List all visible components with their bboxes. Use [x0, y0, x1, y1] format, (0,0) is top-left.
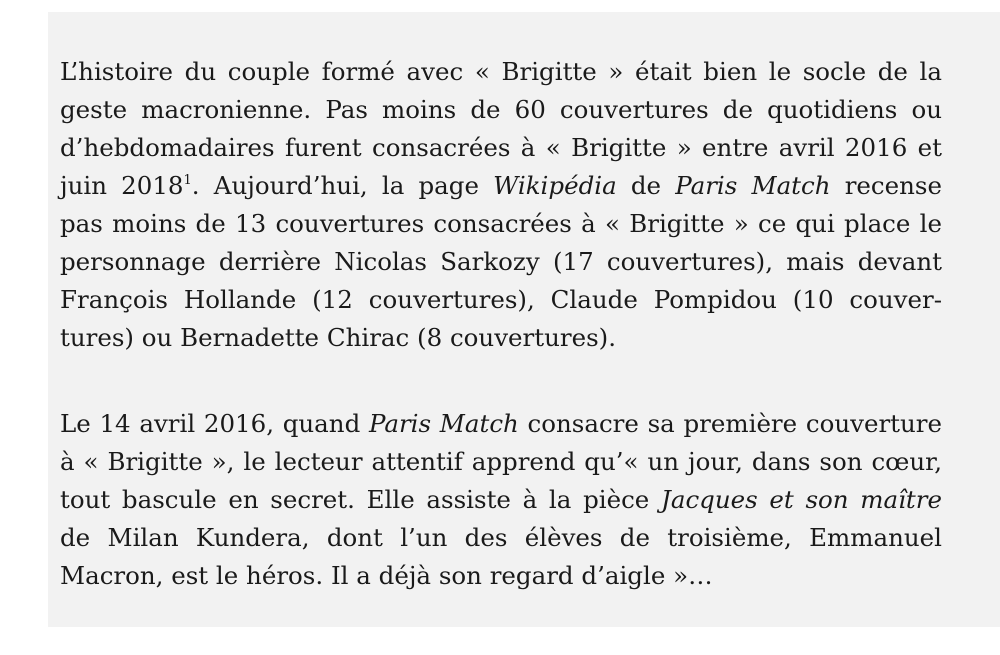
text-line: tures) ou Bernadette Chirac (8 couvertures).	[60, 323, 617, 352]
text-line: pas moins de 13 couvertures consacrées à « Brigitte » ce qui place le	[60, 209, 942, 238]
paragraph-2	[60, 405, 942, 595]
text-line: François Hollande (12 couvertures), Claude Pompidou (10 couver-	[60, 285, 942, 314]
italic-title: Wikipédia	[493, 171, 617, 200]
footnote-marker: 1	[183, 173, 192, 188]
text-line: Macron, est le héros. Il a déjà son regard d’aigle »…	[60, 561, 713, 590]
text-run: juin 2018	[60, 171, 184, 200]
paragraph-1	[60, 53, 942, 357]
italic-title: Paris Match	[675, 171, 831, 200]
text-line: d’hebdomadaires furent consacrées à « Brigitte » entre avril 2016 et	[60, 133, 942, 162]
italic-title: Jacques et son maître	[661, 485, 942, 514]
text-run: . Aujourd’hui, la page	[191, 171, 494, 200]
text-line: personnage derrière Nicolas Sarkozy (17 couvertures), mais devant	[60, 247, 942, 276]
text-run: de	[616, 171, 676, 200]
italic-title: Paris Match	[368, 409, 519, 438]
text-line: de Milan Kundera, dont l’un des élèves de troisième, Emmanuel	[60, 523, 942, 552]
text-run: Le 14 avril 2016, quand	[60, 409, 369, 438]
text-line: à « Brigitte », le lecteur attentif apprend qu’« un jour, dans son cœur,	[60, 447, 942, 476]
text-line: L’histoire du couple formé avec « Brigitte » était bien le socle de la	[60, 57, 942, 86]
text-run: recense	[830, 171, 942, 200]
text-line	[60, 405, 942, 443]
text-run: tout bascule en secret. Elle assiste à la pièce	[60, 485, 662, 514]
text-line: geste macronienne. Pas moins de 60 couvertures de quotidiens ou	[60, 95, 942, 124]
text-run: consacre sa première couverture	[518, 409, 942, 438]
text-line	[60, 481, 942, 519]
text-line	[60, 167, 942, 205]
